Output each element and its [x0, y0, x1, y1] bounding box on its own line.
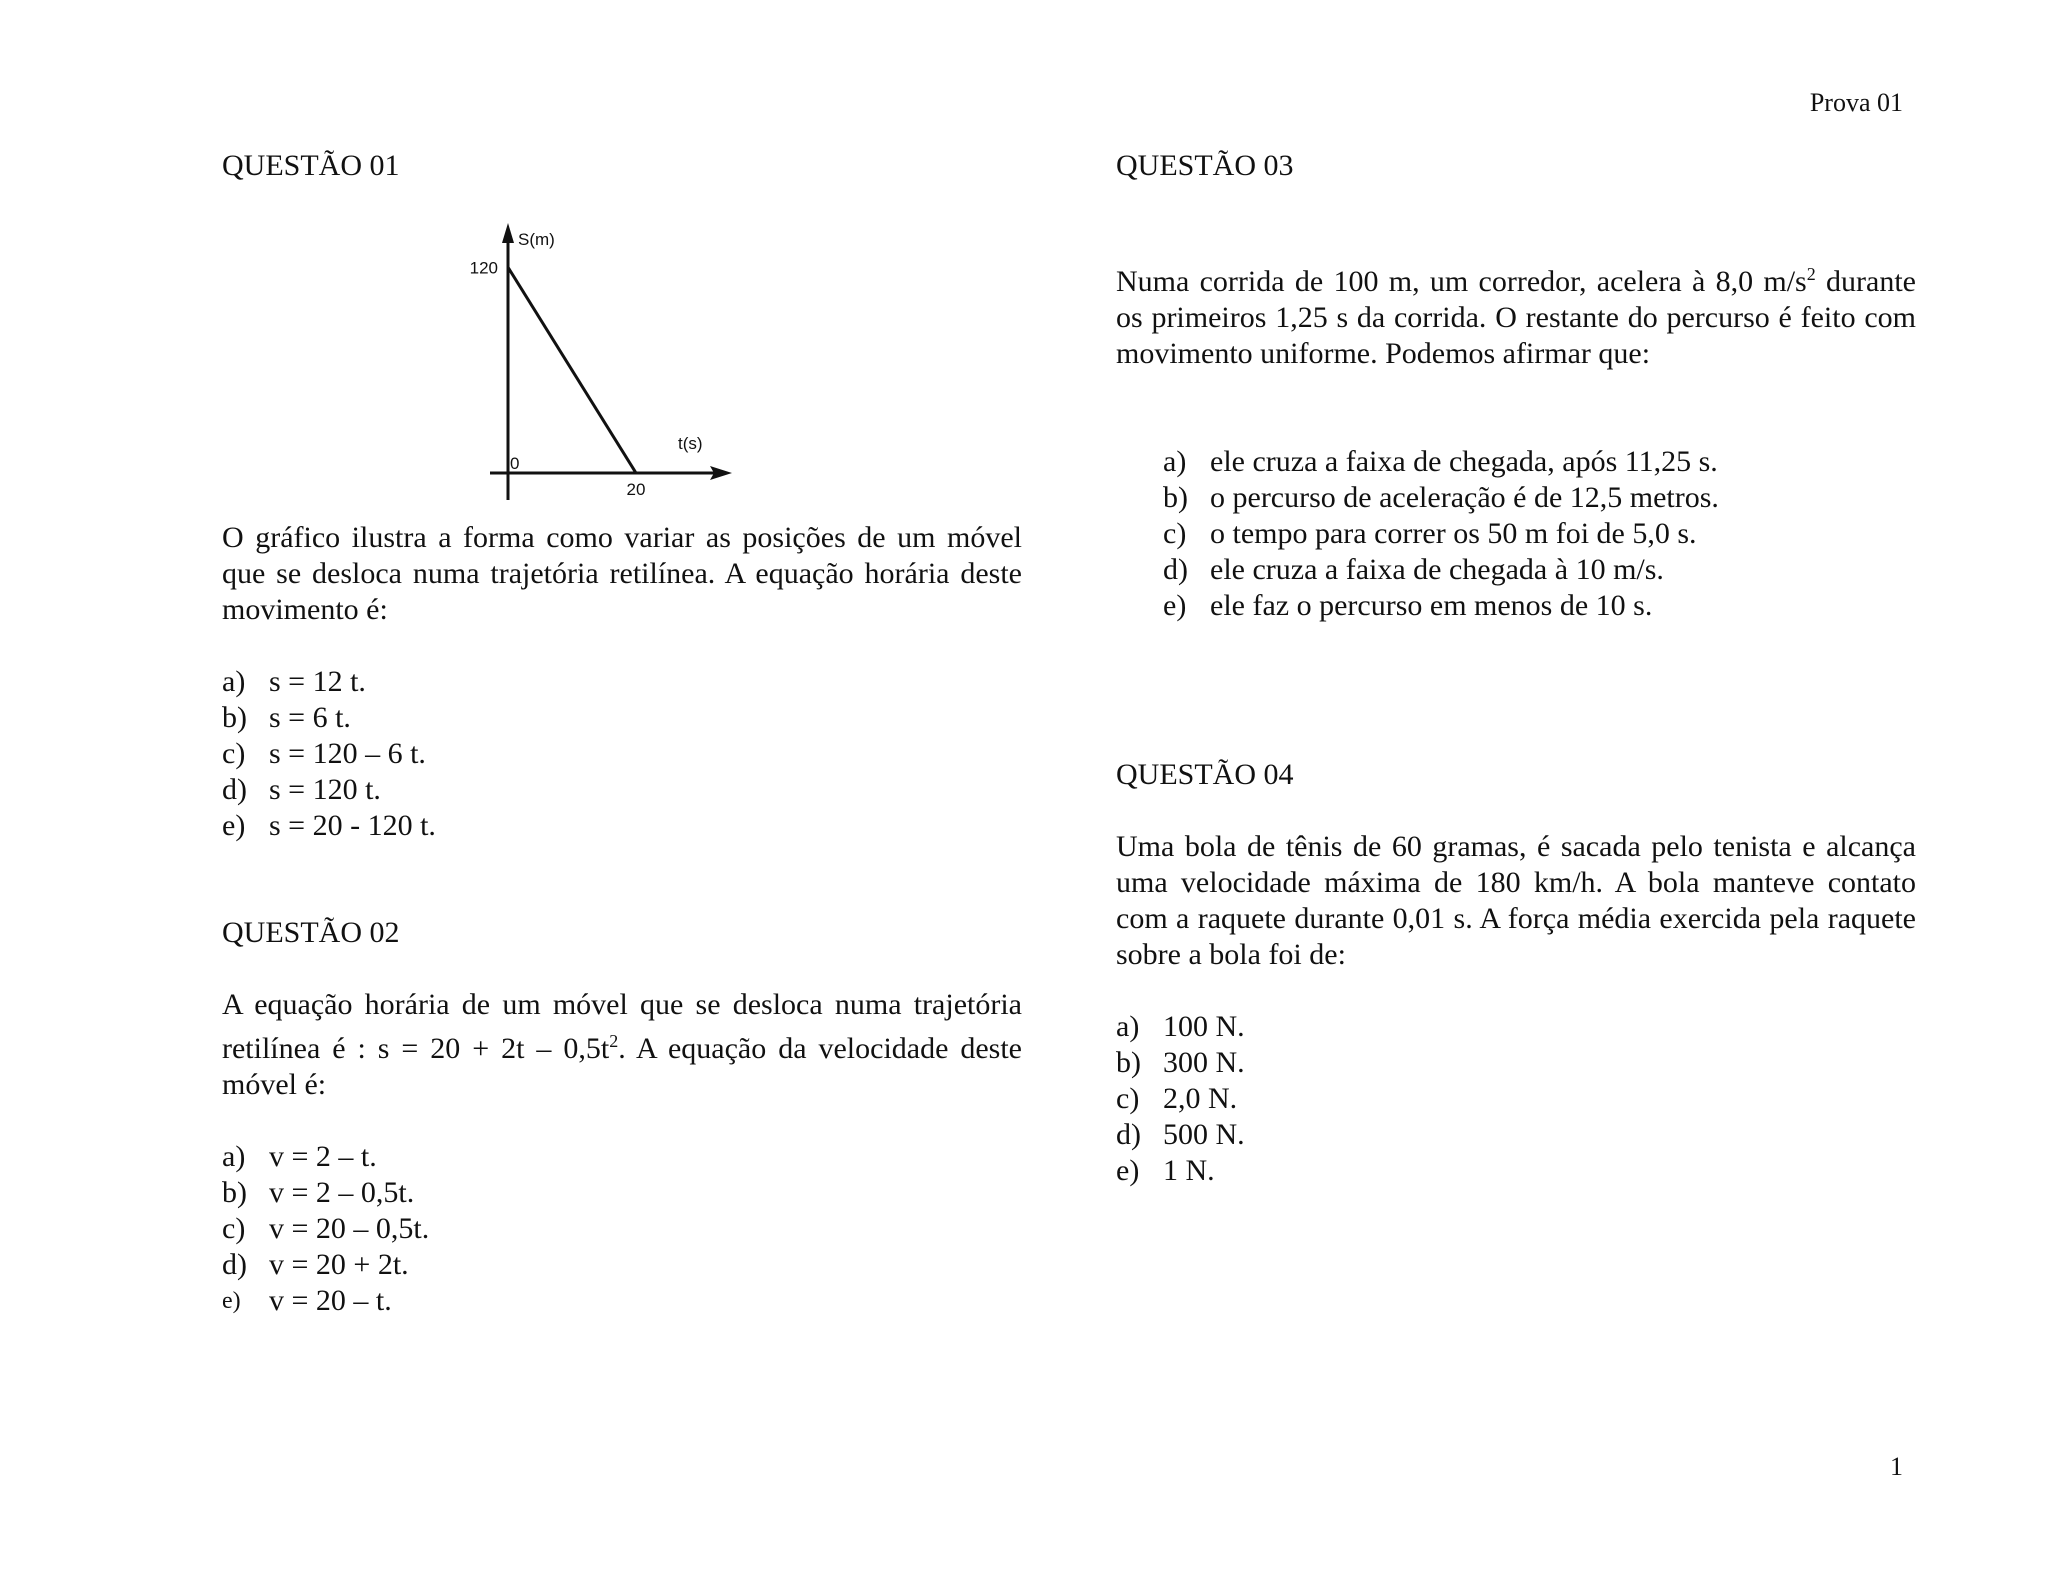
option-text: s = 120 t. — [269, 773, 381, 806]
option-a — [222, 1139, 1022, 1175]
question-03-title: QUESTÃO 03 — [1116, 149, 1294, 182]
question-01-options — [222, 664, 1022, 844]
option-letter: e) — [1163, 589, 1187, 622]
question-02-text-part1: A equação horária de um móvel que se desloca numa trajetória retilínea é : s = 20 + 2t – 0,5t — [222, 988, 1022, 1065]
option-letter: c) — [1116, 1082, 1140, 1115]
option-text: 100 N. — [1163, 1010, 1245, 1043]
option-text: s = 12 t. — [269, 665, 366, 698]
question-01 — [222, 148, 1022, 184]
question-04-options — [1116, 1009, 1916, 1189]
option-letter: b) — [1163, 481, 1188, 514]
question-03-text — [1116, 256, 1916, 372]
y-tick-label: 120 — [469, 258, 498, 278]
option-letter: b) — [1116, 1046, 1141, 1079]
option-letter: a) — [222, 665, 246, 698]
option-b — [1163, 480, 1916, 516]
y-axis-label: S(m) — [518, 230, 555, 249]
question-02-title: QUESTÃO 02 — [222, 916, 400, 949]
option-letter: e) — [222, 809, 246, 842]
question-03 — [1116, 148, 1916, 624]
option-letter: a) — [222, 1140, 246, 1173]
option-b — [222, 1175, 1022, 1211]
question-02-text-part2: . A equação da velocidade deste móvel é: — [222, 1032, 1022, 1101]
option-c — [1116, 1081, 1916, 1117]
option-e — [222, 1283, 1022, 1319]
option-letter: d) — [1116, 1118, 1141, 1151]
option-c — [222, 1211, 1022, 1247]
option-a — [222, 664, 1022, 700]
option-letter: e) — [222, 1288, 241, 1314]
option-b — [222, 700, 1022, 736]
position-time-chart — [460, 215, 760, 515]
option-e — [1163, 588, 1916, 624]
option-e — [222, 808, 1022, 844]
question-03-text-part2: durante os primeiros 1,25 s da corrida. O restante do percurso é feito com movimento uniforme. Podemos afirmar que: — [1116, 265, 1916, 370]
option-text: v = 20 – t. — [269, 1284, 392, 1317]
option-a — [1163, 444, 1916, 480]
option-text: s = 120 – 6 t. — [269, 737, 426, 770]
question-04-title: QUESTÃO 04 — [1116, 758, 1294, 791]
option-d — [222, 1247, 1022, 1283]
option-letter: a) — [1116, 1010, 1140, 1043]
x-tick-label: 20 — [626, 480, 646, 499]
option-text: o percurso de aceleração é de 12,5 metros. — [1210, 481, 1719, 514]
option-text: v = 2 – t. — [269, 1140, 377, 1173]
option-text: v = 20 – 0,5t. — [269, 1212, 430, 1245]
question-02-text — [222, 987, 1022, 1103]
option-letter: b) — [222, 701, 247, 734]
data-series-line — [508, 267, 636, 473]
question-03-text-part1: Numa corrida de 100 m, um corredor, acelera à 8,0 m/s — [1116, 265, 1807, 298]
origin-label: 0 — [510, 454, 520, 473]
option-text: 1 N. — [1163, 1154, 1215, 1187]
question-04-text: Uma bola de tênis de 60 gramas, é sacada pelo tenista e alcança uma velocidade máxima de 180 km/h. A bola manteve contato com a raquete durante 0,01 s. A força média exercida pela raquete sobre a bola foi de: — [1116, 830, 1916, 971]
x-axis-label: t(s) — [678, 434, 703, 453]
option-text: v = 2 – 0,5t. — [269, 1176, 415, 1209]
option-e — [1116, 1153, 1916, 1189]
option-letter: c) — [1163, 517, 1187, 550]
option-letter: d) — [222, 1248, 247, 1281]
option-text: 2,0 N. — [1163, 1082, 1238, 1115]
question-02 — [222, 915, 1022, 1319]
option-d — [222, 772, 1022, 808]
option-c — [1163, 516, 1916, 552]
option-a — [1116, 1009, 1916, 1045]
option-letter: a) — [1163, 445, 1187, 478]
option-letter: d) — [1163, 553, 1188, 586]
option-letter: c) — [222, 1212, 246, 1245]
option-text: v = 20 + 2t. — [269, 1248, 409, 1281]
question-01-title: QUESTÃO 01 — [222, 149, 400, 182]
question-03-superscript: 2 — [1806, 264, 1816, 284]
question-04 — [1116, 757, 1916, 1189]
option-text: 300 N. — [1163, 1046, 1245, 1079]
page-header-label: Prova 01 — [1809, 88, 1903, 117]
option-c — [222, 736, 1022, 772]
question-02-superscript: 2 — [609, 1031, 619, 1051]
option-text: s = 20 - 120 t. — [269, 809, 436, 842]
option-text: 500 N. — [1163, 1118, 1245, 1151]
option-b — [1116, 1045, 1916, 1081]
question-01-body — [222, 520, 1022, 844]
question-01-text: O gráfico ilustra a forma como variar as posições de um móvel que se desloca numa trajetória retilínea. A equação horária deste movimento é: — [222, 521, 1022, 626]
option-text: ele faz o percurso em menos de 10 s. — [1210, 589, 1653, 622]
option-text: o tempo para correr os 50 m foi de 5,0 s. — [1210, 517, 1697, 550]
question-03-options — [1116, 444, 1916, 624]
option-d — [1116, 1117, 1916, 1153]
option-text: ele cruza a faixa de chegada à 10 m/s. — [1210, 553, 1664, 586]
option-d — [1163, 552, 1916, 588]
option-letter: c) — [222, 737, 246, 770]
option-letter: b) — [222, 1176, 247, 1209]
y-axis-arrowhead — [502, 223, 514, 243]
option-letter: e) — [1116, 1154, 1140, 1187]
option-text: ele cruza a faixa de chegada, após 11,25 s. — [1210, 445, 1718, 478]
question-02-options — [222, 1139, 1022, 1319]
page-number: 1 — [1890, 1452, 1903, 1481]
option-text: s = 6 t. — [269, 701, 351, 734]
option-letter: d) — [222, 773, 247, 806]
